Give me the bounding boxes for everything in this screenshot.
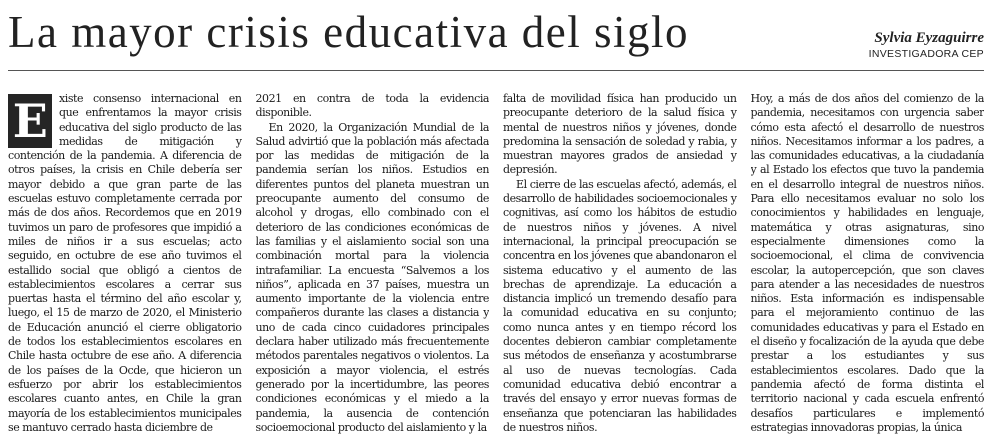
article-headline: La mayor crisis educativa del siglo xyxy=(8,7,690,57)
paragraph: falta de movilidad física han producido un preocupante deterioro de la salud física y mental de nuestros niños y jóvenes, donde predomina la sensación de soledad y rabia, y muestran mayores grados de ansiedad y depresión. xyxy=(503,92,737,177)
paragraph: Hoy, a más de dos años del comienzo de la pandemia, necesitamos con urgencia saber cómo esta afectó el desarrollo de nuestros niños. Necesitamos informar a los padres, a las comunidades educativas, a la ciudadanía y al Estado los efectos que tuvo la pandemia en el desarrollo integral de nuestros niños. Para ello necesitamos evaluar no solo los conocimientos y habilidades en lenguaje, matemática y otras asignaturas, sino especialmente dimensiones como la socioemocional, el clima de convivencia escolar, la autopercepción, que son claves para atender a las necesidades de nuestros niños. Esta información es indispensable para el mejoramiento continuo de las comunidades educativas y para el Estado en el diseño y focalización de la ayuda que debe prestar a los estudiantes y sus establecimientos escolares. Dado que la pandemia afectó de forma distinta el territorio nacional y cada escuela enfrentó desafíos particulares e implementó estrategias innovadoras propias, la única xyxy=(750,92,984,434)
paragraph: El cierre de las escuelas afectó, además, el desarrollo de habilidades socioemocionales y cognitivas, así como los hábitos de estudio de nuestros niños y jóvenes. A nivel internacional, la principal preocupación se concentra en los jóvenes que abandonaron el sistema educativo y el aumento de las brechas de aprendizaje. La educación a distancia implicó un tremendo desafío para la comunidad educativa en su conjunto; como nunca antes y en tiempo récord los docentes debieron cambiar completamente sus métodos de enseñanza y acostumbrarse al uso de nuevas tecnologías. Cada comunidad educativa debió encontrar a través del ensayo y error nuevas formas de enseñanza que potenciaran las habilidades de nuestros niños. xyxy=(503,177,737,434)
article-column xyxy=(503,92,737,436)
byline xyxy=(869,30,984,61)
article-column xyxy=(751,92,985,436)
paragraph: En 2020, la Organización Mundial de la Salud advirtió que la población más afectada por las medidas de mitigación de la pandemia serían los niños. Estudios en diferentes puntos del planeta muestran un preocupante aumento del consumo de alcohol y drogas, ello combinado con el deterioro de las condiciones económicas de las familias y el aislamiento social son una combinación mortal para la violencia intrafamiliar. La encuesta “Salvemos a los niños”, aplicada en 37 países, muestra un aumento importante de la violencia entre compañeros durante las clases a distancia y uno de cada cinco cuidadores principales declara haber utilizado más frecuentemente métodos parentales negativos o violentos. La exposición a mayor violencia, el estrés generado por la incertidumbre, las peores condiciones económicas y el miedo a la pandemia, la ausencia de contención socioemocional producto del aislamiento y la xyxy=(255,120,489,434)
author-role: INVESTIGADORA CEP xyxy=(868,48,984,60)
article-column xyxy=(256,92,490,436)
article-body xyxy=(8,92,984,436)
headline-divider xyxy=(8,70,984,71)
article-column xyxy=(8,92,242,436)
paragraph: 2021 en contra de toda la evidencia disponible. xyxy=(255,92,489,120)
drop-cap: E xyxy=(8,94,52,148)
paragraph: E xiste consenso internacional en que enfrentamos la mayor crisis educativa del siglo producto de las medidas de mitigación y contención de la pandemia. A diferencia de otros países, la crisis en Chile debería ser mayor debido a que gran parte de las escuelas estuvo completamente cerrada por más de dos años. Recordemos que en 2019 tuvimos un paro de profesores que impidió a miles de niños ir a sus escuelas; acto seguido, en octubre de ese año tuvimos el estallido social que obligó a cientos de establecimientos escolares a cerrar sus puertas hasta el término del año escolar y, luego, el 15 de marzo de 2020, el Ministerio de Educación anunció el cierre obligatorio de todos los establecimientos escolares en Chile hasta octubre de ese año. A diferencia de los países de la Ocde, que hicieron un esfuerzo por abrir los establecimientos escolares cuanto antes, en Chile la gran mayoría de los establecimientos municipales se mantuvo cerrado hasta diciembre de xyxy=(8,92,242,434)
author-name: Sylvia Eyzaguirre xyxy=(874,30,984,46)
